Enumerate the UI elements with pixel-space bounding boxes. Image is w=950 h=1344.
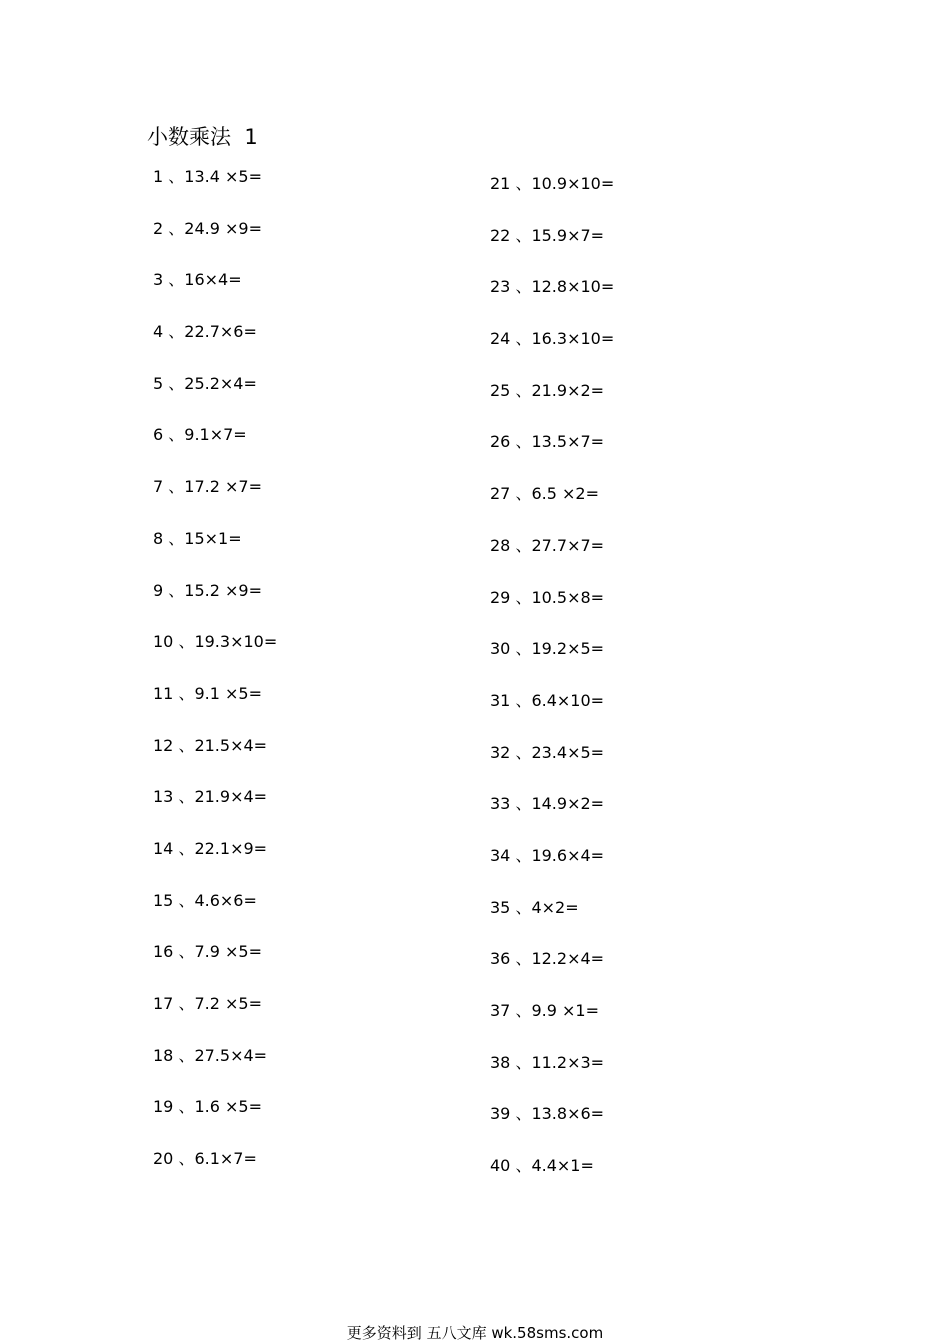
problem-item: 30 、19.2×5= bbox=[490, 639, 605, 659]
problem-item: 22 、15.9×7= bbox=[490, 225, 605, 245]
problem-item: 1 、13.4 ×5= bbox=[153, 167, 262, 186]
problem-item: 25 、21.9×2= bbox=[490, 380, 605, 400]
problem-item: 26 、13.5×7= bbox=[490, 432, 605, 452]
problem-item: 20 、6.1×7= bbox=[153, 1149, 257, 1169]
problem-item: 5 、25.2×4= bbox=[153, 373, 257, 393]
problem-item: 24 、16.3×10= bbox=[490, 329, 615, 349]
problem-item: 12 、21.5×4= bbox=[153, 735, 268, 755]
problem-item: 33 、14.9×2= bbox=[490, 794, 605, 814]
problem-item: 7 、17.2 ×7= bbox=[153, 477, 262, 497]
problem-item: 37 、9.9 ×1= bbox=[490, 1001, 599, 1020]
problem-item: 32 、23.4×5= bbox=[490, 742, 605, 762]
problem-item: 40 、4.4×1= bbox=[490, 1156, 594, 1176]
problem-item: 9 、15.2 ×9= bbox=[153, 580, 262, 600]
problem-item: 36 、12.2×4= bbox=[490, 949, 605, 969]
problem-item: 18 、27.5×4= bbox=[153, 1045, 268, 1065]
problem-item: 8 、15×1= bbox=[153, 528, 242, 548]
worksheet-title: 小数乘法 1 bbox=[147, 125, 258, 149]
problem-column-left bbox=[153, 163, 277, 1197]
problem-item: 15 、4.6×6= bbox=[153, 890, 257, 910]
problem-item: 19 、1.6 ×5= bbox=[153, 1097, 262, 1117]
problem-item: 14 、22.1×9= bbox=[153, 838, 268, 858]
problem-item: 6 、9.1×7= bbox=[153, 425, 247, 445]
problem-item: 23 、12.8×10= bbox=[490, 277, 615, 297]
problem-item: 39 、13.8×6= bbox=[490, 1104, 605, 1124]
problem-item: 4 、22.7×6= bbox=[153, 322, 257, 342]
problem-item: 35 、4×2= bbox=[490, 897, 579, 917]
problem-item: 38 、11.2×3= bbox=[490, 1052, 605, 1072]
problem-item: 11 、9.1 ×5= bbox=[153, 683, 262, 703]
problem-item: 34 、19.6×4= bbox=[490, 845, 605, 865]
problem-item: 13 、21.9×4= bbox=[153, 787, 268, 807]
problem-item: 29 、10.5×8= bbox=[490, 587, 605, 607]
problem-item: 10 、19.3×10= bbox=[153, 632, 278, 652]
footer-promo-text: 更多资料到 五八文库 wk.58sms.com bbox=[346, 1324, 604, 1342]
problem-item: 3 、16×4= bbox=[153, 270, 242, 290]
problem-column-right bbox=[490, 170, 614, 1204]
problem-item: 16 、7.9 ×5= bbox=[153, 942, 262, 962]
problem-item: 2 、24.9 ×9= bbox=[153, 218, 262, 238]
problem-item: 31 、6.4×10= bbox=[490, 690, 605, 710]
problem-item: 21 、10.9×10= bbox=[490, 174, 615, 193]
problem-item: 27 、6.5 ×2= bbox=[490, 484, 599, 504]
problem-item: 28 、27.7×7= bbox=[490, 535, 605, 555]
problem-item: 17 、7.2 ×5= bbox=[153, 994, 262, 1013]
